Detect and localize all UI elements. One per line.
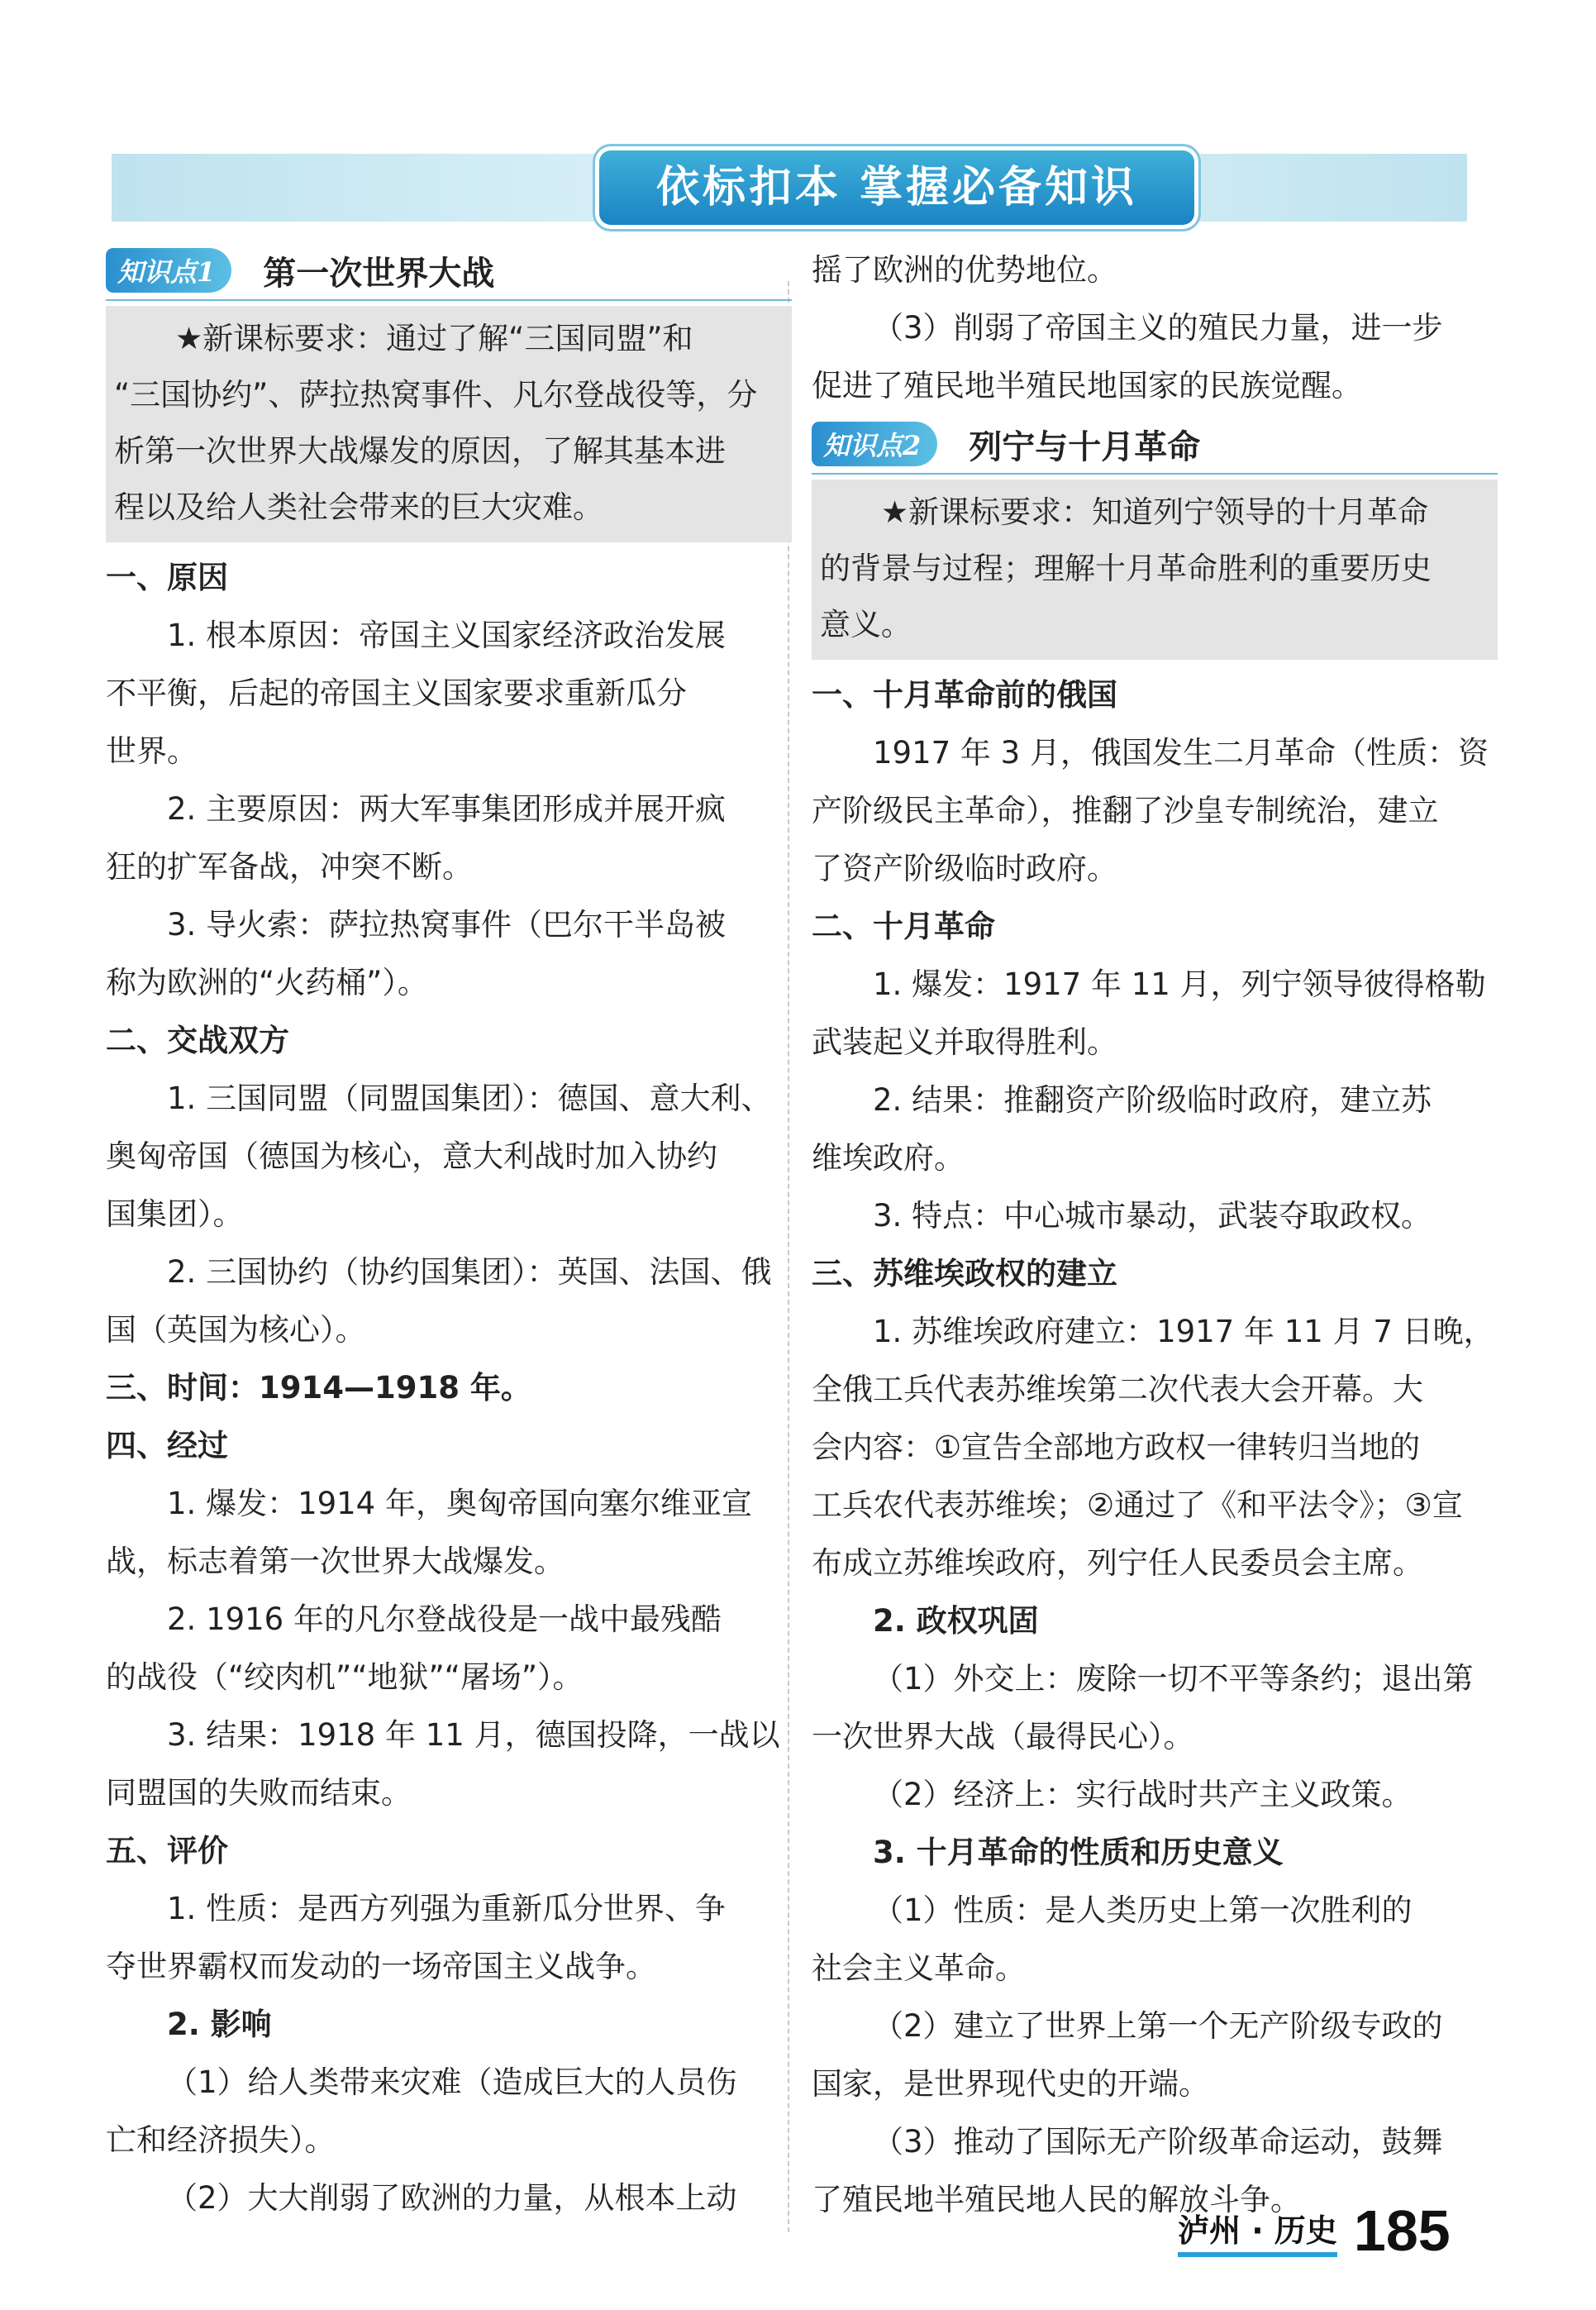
text-line: 国集团）。: [106, 1196, 244, 1232]
text-line: 3. 特点：中心城市暴动，武装夺取政权。: [873, 1198, 1432, 1234]
text-line: 亡和经济损失）。: [106, 2122, 336, 2158]
knowledge-point-title: 列宁与十月革命: [969, 427, 1201, 466]
requirement-line: 意义。: [820, 607, 912, 642]
page-number: 185: [1353, 2198, 1451, 2263]
text-line: 1. 根本原因：帝国主义国家经济政治发展: [167, 618, 727, 653]
text-line: 武装起义并取得胜利。: [812, 1024, 1117, 1060]
text-line: 1. 爆发：1917 年 11 月，列宁领导彼得格勒: [873, 966, 1486, 1002]
text-line: 3. 十月革命的性质和历史意义: [873, 1835, 1284, 1870]
text-line: 世界。: [106, 733, 198, 769]
text-line: 社会主义革命。: [812, 1950, 1026, 1986]
banner-title: 依标扣本 掌握必备知识: [599, 150, 1194, 225]
text-line: 2. 结果：推翻资产阶级临时政府，建立苏: [873, 1082, 1432, 1118]
text-line: 2. 主要原因：两大军事集团形成并展开疯: [167, 791, 727, 827]
text-line: 促进了殖民地半殖民地国家的民族觉醒。: [812, 368, 1362, 403]
text-line: 1. 三国同盟（同盟国集团）：德国、意大利、: [167, 1081, 772, 1116]
text-line: （2）建立了世界上第一个无产阶级专政的: [873, 2008, 1443, 2044]
knowledge-point-1-header: [106, 241, 792, 301]
text-line: 战，标志着第一次世界大战爆发。: [106, 1544, 565, 1579]
knowledge-point-badge: 知识点2: [812, 422, 937, 466]
text-line: 了殖民地半殖民地人民的解放斗争。: [812, 2182, 1301, 2217]
text-line: 称为欧洲的“火药桶”）。: [106, 965, 428, 1000]
text-line: 1. 苏维埃政府建立：1917 年 11 月 7 日晚，: [873, 1314, 1494, 1349]
text-line: 国家，是世界现代史的开端。: [812, 2066, 1209, 2102]
requirement-line: 的背景与过程；理解十月革命胜利的重要历史: [820, 551, 1432, 586]
text-line: 不平衡，后起的帝国主义国家要求重新瓜分: [106, 675, 687, 711]
text-line: 同盟国的失败而结束。: [106, 1775, 412, 1811]
text-line: 1917 年 3 月，俄国发生二月革命（性质：资: [873, 735, 1489, 771]
text-line: 3. 导火索：萨拉热窝事件（巴尔干半岛被: [167, 907, 727, 943]
footer-region-subject: 泸州 · 历史: [1178, 2205, 1337, 2257]
text-line: 摇了欧洲的优势地位。: [812, 252, 1117, 288]
text-line: 2. 影响: [167, 2007, 272, 2042]
section-heading: 五、评价: [106, 1833, 228, 1869]
page-footer: [1178, 2198, 1451, 2264]
text-line: 全俄工兵代表苏维埃第二次代表大会开幕。大: [812, 1372, 1423, 1407]
curriculum-requirement-box: [812, 480, 1498, 660]
text-line: 产阶级民主革命），推翻了沙皇专制统治，建立: [812, 793, 1439, 828]
text-line: 维埃政府。: [812, 1140, 965, 1176]
requirement-line: ★新课标要求：知道列宁领导的十月革命: [881, 494, 1429, 530]
text-line: （2）经济上：实行战时共产主义政策。: [873, 1777, 1413, 1812]
text-line: 国（英国为核心）。: [106, 1312, 366, 1348]
knowledge-point-2-header: [812, 415, 1498, 475]
text-line: 3. 结果：1918 年 11 月，德国投降，一战以: [167, 1717, 780, 1753]
requirement-line: ★新课标要求：通过了解“三国同盟”和: [175, 321, 693, 356]
text-line: 2. 三国协约（协约国集团）：英国、法国、俄: [167, 1254, 772, 1290]
section-heading: 一、十月革命前的俄国: [812, 677, 1117, 713]
left-column: [106, 241, 792, 2227]
text-line: （1）性质：是人类历史上第一次胜利的: [873, 1892, 1413, 1928]
text-line: （1）外交上：废除一切不平等条约；退出第: [873, 1661, 1474, 1697]
text-line: 会内容：①宣告全部地方政权一律转归当地的: [812, 1429, 1421, 1465]
text-line: 2. 政权巩固: [873, 1603, 1039, 1639]
requirement-line: 析第一次世界大战爆发的原因，了解其基本进: [114, 433, 726, 469]
text-line: 夺世界霸权而发动的一场帝国主义战争。: [106, 1949, 656, 1984]
section-heading: 三、时间：1914—1918 年。: [106, 1370, 531, 1406]
text-line: 狂的扩军备战，冲突不断。: [106, 849, 473, 885]
section-heading: 二、交战双方: [106, 1023, 289, 1058]
text-line: 2. 1916 年的凡尔登战役是一战中最残酷: [167, 1601, 722, 1637]
text-line: 1. 爆发：1914 年，奥匈帝国向塞尔维亚宣: [167, 1486, 752, 1521]
text-line: （2）大大削弱了欧洲的力量，从根本上动: [167, 2180, 737, 2216]
knowledge-point-badge: 知识点1: [106, 248, 231, 293]
text-line: 工兵农代表苏维埃；②通过了《和平法令》；③宣: [812, 1487, 1463, 1523]
section-heading: 一、原因: [106, 560, 228, 595]
section-heading: 三、苏维埃政权的建立: [812, 1256, 1117, 1291]
text-line: 奥匈帝国（德国为核心，意大利战时加入协约: [106, 1138, 717, 1174]
section-banner: [112, 154, 1467, 222]
curriculum-requirement-box: [106, 306, 792, 542]
knowledge-point-title: 第一次世界大战: [263, 253, 495, 293]
text-line: （3）推动了国际无产阶级革命运动，鼓舞: [873, 2124, 1443, 2160]
text-line: 1. 性质：是西方列强为重新瓜分世界、争: [167, 1891, 727, 1926]
text-line: （1）给人类带来灾难（造成巨大的人员伤: [167, 2064, 737, 2100]
text-line: 一次世界大战（最得民心）。: [812, 1719, 1194, 1754]
text-line: 了资产阶级临时政府。: [812, 851, 1117, 886]
text-line: 布成立苏维埃政府，列宁任人民委员会主席。: [812, 1545, 1423, 1581]
requirement-line: 程以及给人类社会带来的巨大灾难。: [114, 489, 603, 525]
right-column: [812, 241, 1498, 2229]
requirement-line: “三国协约”、萨拉热窝事件、凡尔登战役等，分: [114, 377, 758, 413]
text-line: 的战役（“绞肉机”“地狱”“屠场”）。: [106, 1659, 584, 1695]
text-line: （3）削弱了帝国主义的殖民力量，进一步: [873, 310, 1443, 346]
section-heading: 二、十月革命: [812, 909, 995, 944]
section-heading: 四、经过: [106, 1428, 228, 1463]
